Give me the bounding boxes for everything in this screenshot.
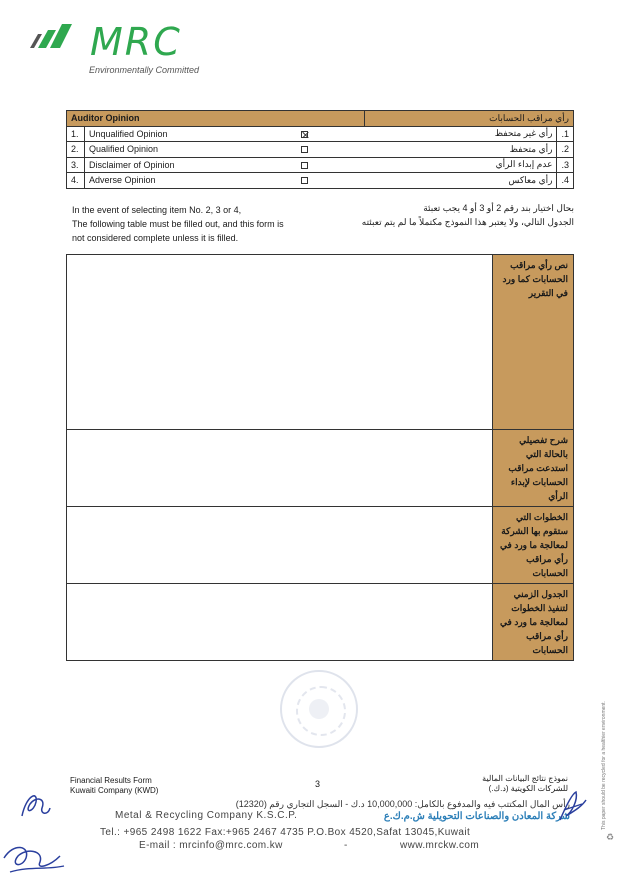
opinion-number: 2. bbox=[67, 142, 85, 158]
footer-contact: Tel.: +965 2498 1622 Fax:+965 2467 4735 P.O.Box 4520,Safat 13045,Kuwait bbox=[100, 827, 471, 838]
opinion-row bbox=[67, 126, 574, 142]
opinion-row bbox=[67, 157, 574, 173]
opinion-number-ar: .2 bbox=[557, 142, 574, 158]
detail-input-area[interactable] bbox=[67, 430, 493, 507]
opinion-checkbox-cell bbox=[245, 142, 365, 158]
detail-row bbox=[67, 255, 574, 430]
opinion-checkbox-cell bbox=[245, 157, 365, 173]
opinion-number: 3. bbox=[67, 157, 85, 173]
company-seal-stamp bbox=[280, 670, 358, 748]
footer-website[interactable]: www.mrckw.com bbox=[400, 840, 480, 851]
auditor-opinion-table bbox=[66, 110, 574, 189]
detail-label: نص رأي مراقب الحسابات كما ورد في التقرير bbox=[493, 255, 574, 430]
logo-mark-icon bbox=[26, 12, 86, 62]
instructions-ar-line: بحال اختيار بند رقم 2 أو 3 أو 4 يجب تعبئة bbox=[423, 203, 574, 213]
detail-row bbox=[67, 584, 574, 661]
opinion-number: 1. bbox=[67, 126, 85, 142]
logo-wordmark: MRC bbox=[90, 20, 182, 64]
instructions-ar bbox=[318, 201, 574, 229]
footer-separator: - bbox=[344, 840, 348, 851]
footer-form-line: Financial Results Form bbox=[70, 776, 152, 785]
opinion-checkbox-cell bbox=[245, 173, 365, 189]
opinion-label-en: Qualified Opinion bbox=[85, 142, 245, 158]
opinion-number-ar: .1 bbox=[557, 126, 574, 142]
opinion-checkbox-cell bbox=[245, 126, 365, 142]
signature-left bbox=[0, 836, 70, 880]
signature-initials-left bbox=[16, 786, 56, 826]
opinion-label-ar: رأي متحفظ bbox=[365, 142, 557, 158]
detail-label: شرح تفصيلي بالحالة التي استدعت مراقب الحسابات لإبداء الرأي bbox=[493, 430, 574, 507]
opinion-number-ar: .3 bbox=[557, 157, 574, 173]
footer-company-en: Metal & Recycling Company K.S.C.P. bbox=[115, 810, 298, 821]
detail-label: الخطوات التي ستقوم بها الشركة لمعالجة ما ورد في رأي مراقب الحسابات bbox=[493, 507, 574, 584]
opinion-number-ar: .4 bbox=[557, 173, 574, 189]
opinion-checkbox[interactable] bbox=[301, 177, 308, 184]
auditor-opinion-title-ar: رأي مراقب الحسابات bbox=[365, 111, 574, 127]
opinion-detail-table bbox=[66, 254, 574, 661]
footer-form-line: نموذج نتائج البيانات المالية bbox=[482, 774, 568, 783]
signature-initials-right bbox=[552, 786, 592, 826]
opinion-checkbox[interactable] bbox=[301, 162, 308, 169]
opinion-checkbox[interactable] bbox=[301, 146, 308, 153]
opinion-row bbox=[67, 173, 574, 189]
instructions-en bbox=[72, 203, 342, 245]
opinion-label-en: Unqualified Opinion bbox=[85, 126, 245, 142]
detail-input-area[interactable] bbox=[67, 584, 493, 661]
instructions-en-line: In the event of selecting item No. 2, 3 or 4, bbox=[72, 205, 242, 215]
detail-input-area[interactable] bbox=[67, 507, 493, 584]
recycle-icon: ♻ bbox=[606, 832, 615, 842]
footer-capital-ar: رأس المال المكتتب فيه والمدفوع بالكامل: 10,000,000 د.ك - السجل التجاري رقم (12320) bbox=[235, 799, 570, 809]
instructions-ar-line: الجدول التالي، ولا يعتبر هذا النموذج مكتملاً ما لم يتم تعبئته bbox=[361, 217, 574, 227]
recycle-note: This paper should be recycled for a healthier environment. bbox=[601, 701, 607, 830]
detail-row bbox=[67, 430, 574, 507]
opinion-number: 4. bbox=[67, 173, 85, 189]
opinion-label-ar: عدم إبداء الرأي bbox=[365, 157, 557, 173]
detail-input-area[interactable] bbox=[67, 255, 493, 430]
opinion-row bbox=[67, 142, 574, 158]
footer-form-line: للشركات الكويتية (د.ك.) bbox=[488, 784, 568, 793]
footer-company-ar: شركة المعادن والصناعات التحويلية ش.م.ك.ع bbox=[383, 811, 570, 822]
opinion-label-ar: رأي معاكس bbox=[365, 173, 557, 189]
auditor-opinion-header bbox=[67, 111, 574, 127]
page-number: 3 bbox=[315, 779, 321, 789]
opinion-label-ar: رأي غير متحفظ bbox=[365, 126, 557, 142]
opinion-label-en: Disclaimer of Opinion bbox=[85, 157, 245, 173]
auditor-opinion-title-en: Auditor Opinion bbox=[67, 111, 365, 127]
footer-form-name-en bbox=[70, 776, 158, 796]
footer-form-line: Kuwaiti Company (KWD) bbox=[70, 786, 159, 795]
instructions-en-line: not considered complete unless it is filled. bbox=[72, 233, 239, 243]
tagline: Environmentally Committed bbox=[89, 65, 200, 75]
detail-label: الجدول الزمني لتنفيذ الخطوات لمعالجة ما ورد في رأي مراقب الحسابات bbox=[493, 584, 574, 661]
opinion-label-en: Adverse Opinion bbox=[85, 173, 245, 189]
footer-email: E-mail : mrcinfo@mrc.com.kw bbox=[139, 840, 283, 851]
detail-row bbox=[67, 507, 574, 584]
opinion-checkbox-checked[interactable] bbox=[301, 131, 308, 138]
instructions-en-line: The following table must be filled out, and this form is bbox=[72, 219, 284, 229]
